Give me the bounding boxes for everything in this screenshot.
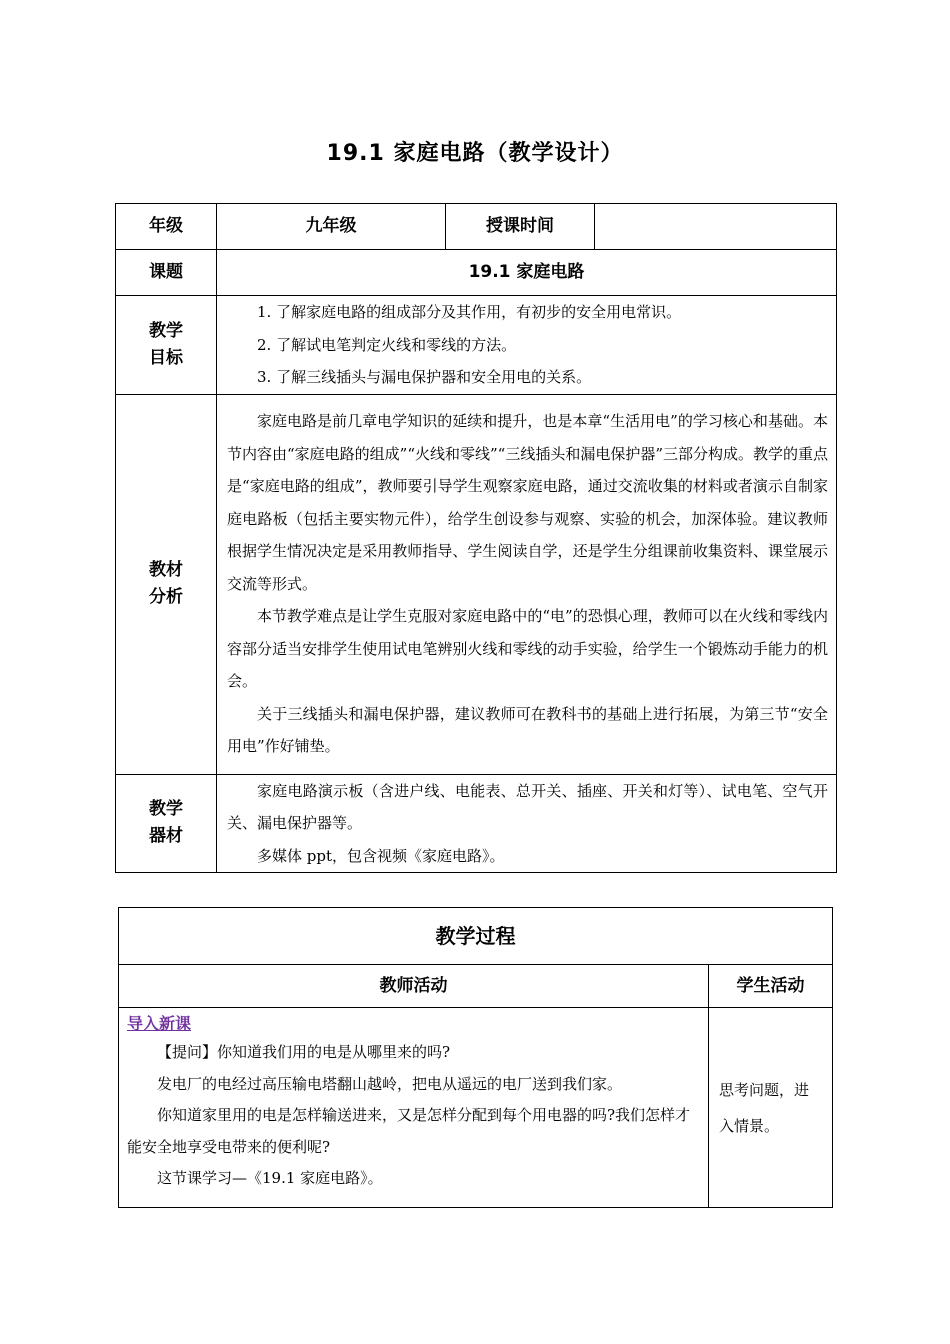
teacher-activity-cell (119, 1008, 709, 1208)
teacher-paragraph: 这节课学习—《19.1 家庭电路》。 (157, 1169, 383, 1187)
lesson-info-table (115, 203, 837, 873)
section-link-intro[interactable]: 导入新课 (127, 1014, 192, 1033)
goal-item: 3. 了解三线插头与漏电保护器和安全用电的关系。 (257, 368, 592, 386)
topic-value: 19.1 家庭电路 (217, 250, 837, 296)
analysis-paragraph: 家庭电路是前几章电学知识的延续和提升，也是本章“生活用电”的学习核心和基础。本节内容由“家庭电路的组成”“火线和零线”“三线插头和漏电保护器”三部分构成。教学的重点是“家庭电路的组成”，教师要引导学生观察家庭电路，通过交流收集的材料或者演示自制家庭电路板（包括主要实物元件），给学生创设参与观察、实验的机会，加深体验。建议教师根据学生情况决定是采用教师指导、学生阅读自学，还是学生分组课前收集资料、课堂展示交流等形式。 (227, 412, 829, 593)
analysis-paragraph: 本节教学难点是让学生克服对家庭电路中的“电”的恐惧心理，教师可以在火线和零线内容部分适当安排学生使用试电笔辨别火线和零线的动手实验，给学生一个锻炼动手能力的机会。 (227, 607, 828, 691)
time-label: 授课时间 (446, 204, 595, 250)
teacher-activity-header: 教师活动 (119, 965, 709, 1008)
materials-content (217, 774, 837, 873)
analysis-paragraph: 关于三线插头和漏电保护器，建议教师可在教科书的基础上进行拓展，为第三节“安全用电”作好铺垫。 (227, 704, 828, 756)
page-title: 19.1 家庭电路（教学设计） (326, 141, 624, 166)
student-activity-header: 学生活动 (709, 965, 833, 1008)
teacher-paragraph: 【提问】你知道我们用的电是从哪里来的吗? (157, 1043, 451, 1061)
materials-paragraph: 多媒体 ppt，包含视频《家庭电路》。 (257, 846, 505, 865)
process-title: 教学过程 (119, 908, 833, 965)
goals-label: 教学目标 (116, 296, 217, 395)
topic-label: 课题 (116, 250, 217, 296)
grade-value: 九年级 (217, 204, 446, 250)
grade-label: 年级 (116, 204, 217, 250)
materials-label: 教学器材 (116, 774, 217, 873)
time-value (595, 204, 837, 250)
student-activity-cell: 思考问题，进入情景。 (709, 1008, 833, 1208)
goal-item: 2. 了解试电笔判定火线和零线的方法。 (257, 335, 517, 354)
analysis-label: 教材分析 (116, 394, 217, 774)
materials-paragraph: 家庭电路演示板（含进户线、电能表、总开关、插座、开关和灯等）、试电笔、空气开关、漏电保护器等。 (227, 781, 828, 832)
teaching-process-table (118, 907, 833, 1208)
teacher-paragraph: 发电厂的电经过高压输电塔翻山越岭，把电从遥远的电厂送到我们家。 (157, 1074, 623, 1093)
goals-content (217, 296, 837, 395)
teacher-paragraph: 你知道家里用的电是怎样输送进来，又是怎样分配到每个用电器的吗?我们怎样才能安全地享受电带来的便利呢? (127, 1106, 691, 1156)
analysis-content (217, 394, 837, 774)
goal-item: 1. 了解家庭电路的组成部分及其作用，有初步的安全用电常识。 (257, 303, 682, 321)
